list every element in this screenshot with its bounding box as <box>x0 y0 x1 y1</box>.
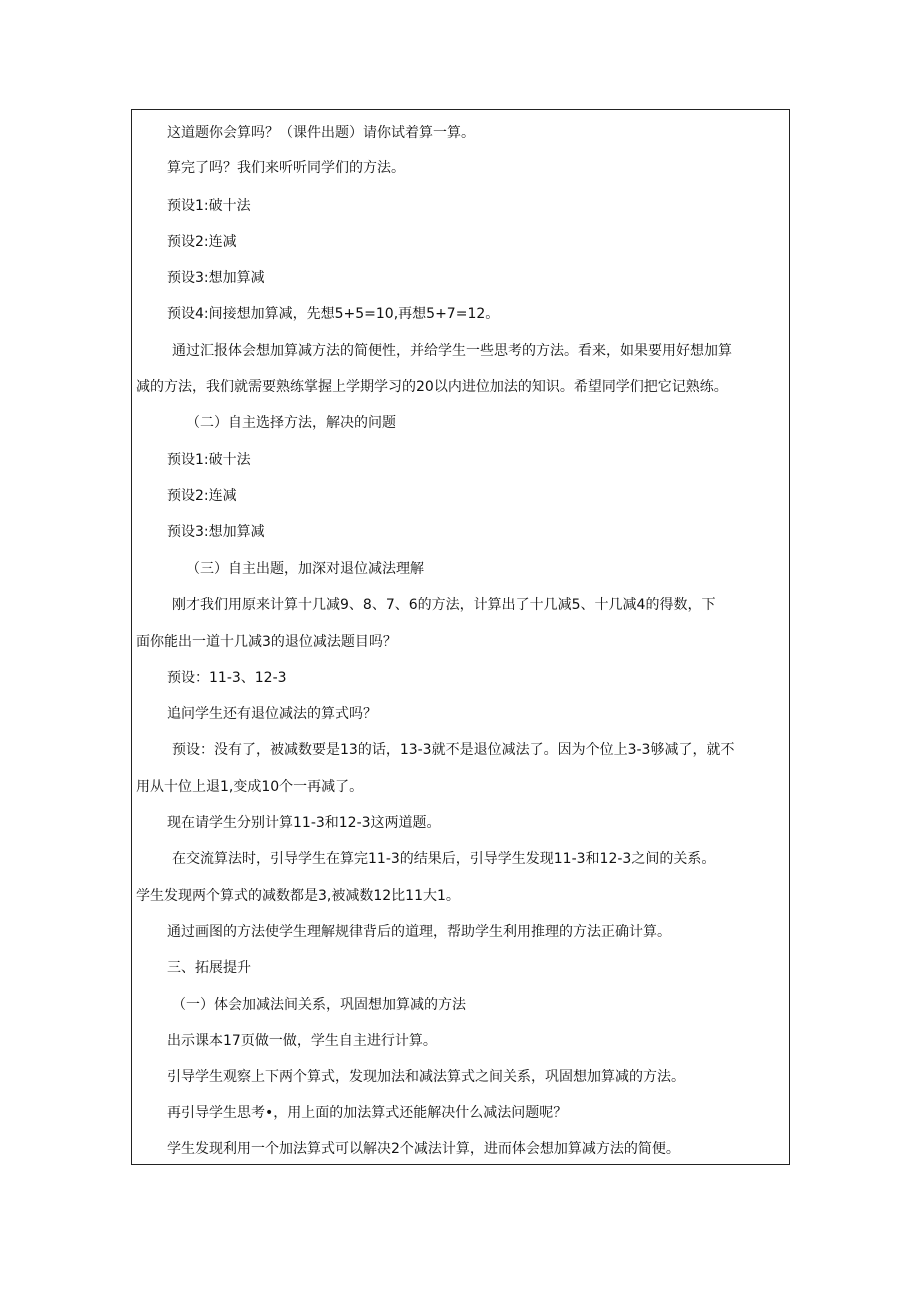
text-line: 用从十位上退1,变成10个一再减了。 <box>136 779 364 795</box>
text-line: 预设3:想加算减 <box>167 524 265 540</box>
text-line: 算完了吗？我们来听听同学们的方法。 <box>167 160 405 176</box>
text-line: 预设3:想加算减 <box>167 270 265 286</box>
section-heading: （三）自主出题，加深对退位减法理解 <box>186 561 424 577</box>
text-line: 减的方法，我们就需要熟练掌握上学期学习的20以内进位加法的知识。希望同学们把它记熟练。 <box>136 379 728 395</box>
text-line: 预设：没有了，被减数要是13的话，13-3就不是退位减法了。因为个位上3-3够减了，就不 <box>172 742 735 758</box>
text-line: 通过画图的方法使学生理解规律背后的道理，帮助学生利用推理的方法正确计算。 <box>167 924 671 940</box>
text-line: 预设1:破十法 <box>167 198 251 214</box>
text-line: 预设2:连减 <box>167 234 237 250</box>
text-line: 追问学生还有退位减法的算式吗？ <box>167 706 377 722</box>
text-line: 在交流算法时，引导学生在算完11-3的结果后，引导学生发现11-3和12-3之间的关系。 <box>172 851 716 867</box>
text-line: 出示课本17页做一做，学生自主进行计算。 <box>167 1033 437 1049</box>
text-line: 预设：11-3、12-3 <box>167 670 287 686</box>
text-line: 再引导学生思考•，用上面的加法算式还能解决什么减法问题呢？ <box>167 1105 568 1121</box>
text-line: 引导学生观察上下两个算式，发现加法和减法算式之间关系，巩固想加算减的方法。 <box>167 1069 685 1085</box>
text-line: 这道题你会算吗？（课件出题）请你试着算一算。 <box>167 125 475 141</box>
text-line: 面你能出一道十几减3的退位减法题目吗？ <box>136 634 397 650</box>
section-heading: （二）自主选择方法，解决的问题 <box>186 415 396 431</box>
text-line: 学生发现两个算式的减数都是3,被减数12比11大1。 <box>136 888 460 904</box>
text-line: 学生发现利用一个加法算式可以解决2个减法计算，进而体会想加算减方法的简便。 <box>167 1141 680 1157</box>
text-line: 预设1:破十法 <box>167 452 251 468</box>
text-line: 通过汇报体会想加算减方法的简便性，并给学生一些思考的方法。看来，如果要用好想加算 <box>172 343 732 359</box>
text-line: 预设2:连减 <box>167 488 237 504</box>
section-heading: 三、拓展提升 <box>167 960 251 976</box>
section-heading: （一）体会加减法间关系，巩固想加算减的方法 <box>172 997 466 1013</box>
text-line: 刚才我们用原来计算十几减9、8、7、6的方法，计算出了十几减5、十几减4的得数，下 <box>172 597 716 613</box>
text-line: 现在请学生分别计算11-3和12-3这两道题。 <box>167 815 441 831</box>
text-line: 预设4:间接想加算减，先想5+5=10,再想5+7=12。 <box>167 306 500 322</box>
